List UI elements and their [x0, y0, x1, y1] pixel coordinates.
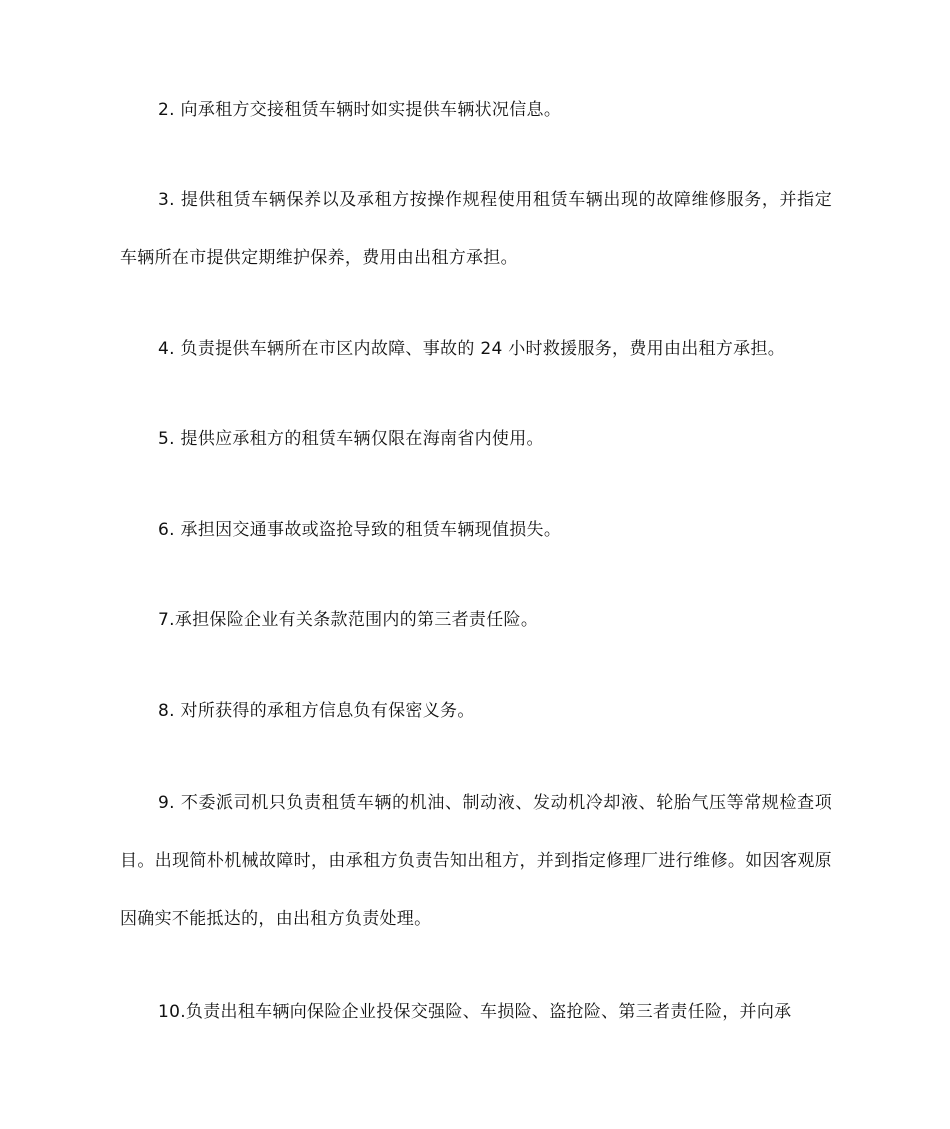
paragraph-item-2: 2. 向承租方交接租赁车辆时如实提供车辆状况信息。: [158, 100, 562, 120]
paragraph-item-5: 5. 提供应承租方的租赁车辆仅限在海南省内使用。: [158, 429, 544, 449]
paragraph-item-3: 3. 提供租赁车辆保养以及承租方按操作规程使用租赁车辆出现的故障维修服务，并指定车辆所在市提供定期维护保养，费用由出租方承担。: [120, 190, 832, 268]
paragraph-item-4: 4. 负责提供车辆所在市区内故障、事故的 24 小时救援服务，费用由出租方承担。: [158, 339, 786, 359]
paragraph-item-8: 8. 对所获得的承租方信息负有保密义务。: [158, 701, 475, 721]
paragraph-item-9: 9. 不委派司机只负责租赁车辆的机油、制动液、发动机冷却液、轮胎气压等常规检查项目。出现简朴机械故障时，由承租方负责告知出租方，并到指定修理厂进行维修。如因客观原因确实不能抵达的，由出租方负责处理。: [120, 793, 832, 929]
paragraph-item-6: 6. 承担因交通事故或盗抢导致的租赁车辆现值损失。: [158, 520, 562, 540]
paragraph-item-7: 7.承担保险企业有关条款范围内的第三者责任险。: [158, 610, 539, 630]
paragraph-item-10: 10.负责出租车辆向保险企业投保交强险、车损险、盗抢险、第三者责任险，并向承: [158, 1002, 792, 1022]
